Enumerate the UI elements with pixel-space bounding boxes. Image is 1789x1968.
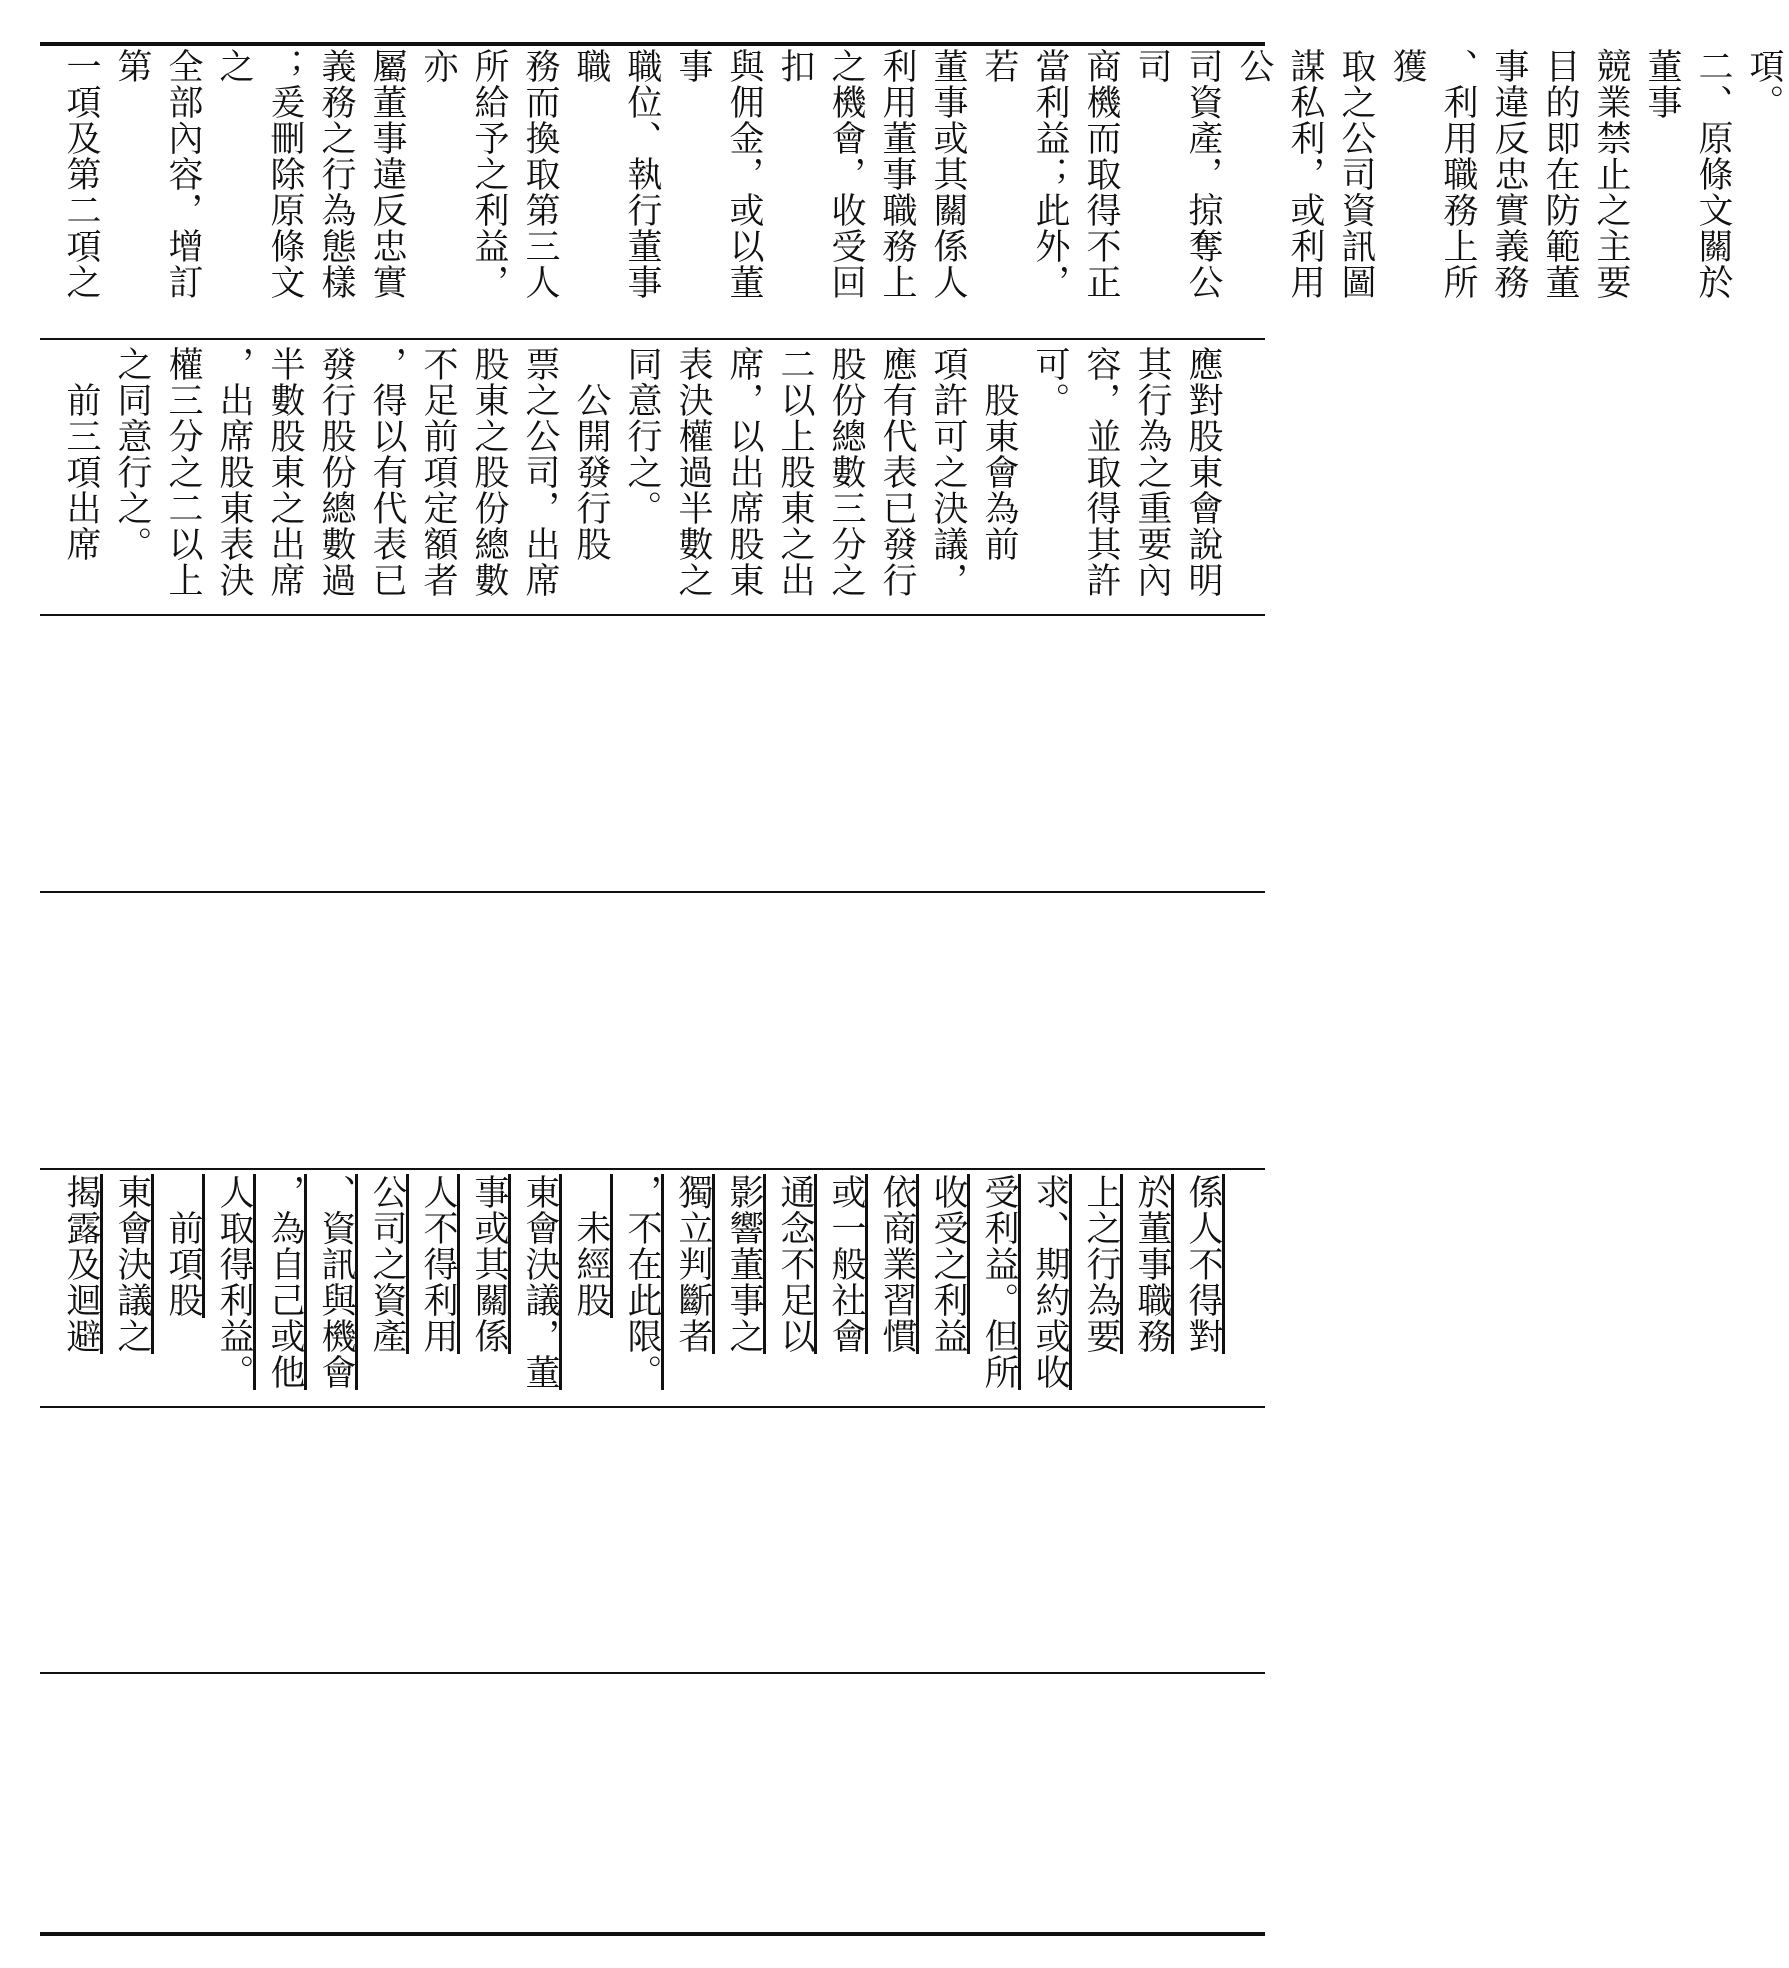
text-column: 受利益。但所 xyxy=(979,1174,1019,1390)
text-column: 發行股份總數過 xyxy=(316,346,356,598)
top-border-rule xyxy=(40,42,1265,46)
text-column: 全部內容，增訂第 xyxy=(112,48,203,300)
text-column: 事或其關係 xyxy=(469,1174,509,1354)
text-column: 其行為之重要內 xyxy=(1132,346,1172,598)
row-divider-5 xyxy=(40,1406,1265,1408)
text-column: 董事或其關係人 xyxy=(928,48,968,300)
text-column: 公開發行股 xyxy=(571,346,611,562)
text-column: 謀私利，或利用公 xyxy=(1234,48,1325,300)
text-column: 求、期約或收 xyxy=(1030,1174,1070,1390)
blank-cell-2 xyxy=(55,897,1255,1162)
text-column: 司資產，掠奪公司 xyxy=(1132,48,1223,300)
text-column: 收受之利益 xyxy=(928,1174,968,1354)
text-column: 股東會為前 xyxy=(979,346,1019,562)
blank-cell-4 xyxy=(55,1678,1255,1926)
text-column: ，不在此限。 xyxy=(622,1174,662,1390)
text-column: 可。 xyxy=(1030,346,1070,418)
text-column: 係人不得對 xyxy=(1183,1174,1223,1354)
text-column: 項許可之決議， xyxy=(928,346,968,598)
row-divider-6 xyxy=(40,1672,1265,1674)
text-column: 之機會，收受回扣 xyxy=(775,48,866,300)
text-column: 不足前項定額者 xyxy=(418,346,458,598)
text-column: 票之公司，出席 xyxy=(520,346,560,598)
current-article-text xyxy=(55,346,1228,608)
text-column: 席，以出席股東 xyxy=(724,346,764,598)
text-column: 人不得利用 xyxy=(418,1174,458,1354)
text-column: 前項股 xyxy=(163,1174,203,1318)
text-column: ；爰刪除原條文之 xyxy=(214,48,305,300)
text-column: 半數股東之出席 xyxy=(265,346,305,598)
text-column: 於董事職務 xyxy=(1132,1174,1172,1354)
text-column: 或一般社會 xyxy=(826,1174,866,1354)
text-column: 應對股東會說明 xyxy=(1183,346,1223,598)
text-column: 獨立判斷者 xyxy=(673,1174,713,1354)
text-column: 東會決議，董 xyxy=(520,1174,560,1390)
text-column: 表決權過半數之 xyxy=(673,346,713,598)
text-column: 權三分之二以上 xyxy=(163,346,203,598)
text-column: 揭露及迴避 xyxy=(61,1174,101,1354)
text-column: 項。 xyxy=(1744,48,1784,120)
text-column: ，得以有代表已 xyxy=(367,346,407,598)
text-column: 人取得利益。 xyxy=(214,1174,254,1390)
text-column: 應有代表已發行 xyxy=(877,346,917,598)
text-column: 、利用職務上所獲 xyxy=(1387,48,1478,300)
text-column: 前三項出席 xyxy=(61,346,101,562)
text-column: 影響董事之 xyxy=(724,1174,764,1354)
text-column: 當利益；此外，若 xyxy=(979,48,1070,300)
row-divider-3 xyxy=(40,891,1265,893)
text-column: 之同意行之。 xyxy=(112,346,152,562)
text-column: 務而換取第三人 xyxy=(520,48,560,300)
text-column: 同意行之。 xyxy=(622,346,662,526)
blank-cell-3 xyxy=(55,1412,1255,1666)
text-column: 一項及第二項之 xyxy=(61,48,101,300)
text-column: 公司之資產 xyxy=(367,1174,407,1354)
text-column: 未經股 xyxy=(571,1174,611,1318)
row-divider-2 xyxy=(40,614,1265,616)
text-column: 上之行為要 xyxy=(1081,1174,1121,1354)
text-column: 商機而取得不正 xyxy=(1081,48,1121,300)
text-column: 與佣金，或以董事 xyxy=(673,48,764,300)
bottom-border-rule xyxy=(40,1932,1265,1936)
text-column: 利用董事職務上 xyxy=(877,48,917,300)
text-column: 通念不足以 xyxy=(775,1174,815,1354)
text-column: 義務之行為態樣 xyxy=(316,48,356,300)
current-article-cell xyxy=(55,346,1255,608)
amendment-cell xyxy=(55,1174,1255,1400)
text-column: 東會決議之 xyxy=(112,1174,152,1354)
amendment-text xyxy=(55,1174,1228,1400)
text-column: 二、原條文關於董事 xyxy=(1642,48,1733,300)
text-column: 屬董事違反忠實 xyxy=(367,48,407,300)
row-divider-4 xyxy=(40,1168,1265,1170)
text-column: 職位、執行董事職 xyxy=(571,48,662,300)
row-divider-1 xyxy=(40,338,1265,340)
text-column: ，為自己或他 xyxy=(265,1174,305,1390)
text-column: 二以上股東之出 xyxy=(775,346,815,598)
text-column: 依商業習慣 xyxy=(877,1174,917,1354)
text-column: 容，並取得其許 xyxy=(1081,346,1121,598)
text-column: 股份總數三分之 xyxy=(826,346,866,598)
explanation-cell xyxy=(55,48,1784,332)
text-column: 、資訊與機會 xyxy=(316,1174,356,1390)
text-column: 事違反忠實義務 xyxy=(1489,48,1529,300)
text-column: 競業禁止之主要 xyxy=(1591,48,1631,300)
text-column: 股東之股份總數 xyxy=(469,346,509,598)
text-column: 取之公司資訊圖 xyxy=(1336,48,1376,300)
text-column: 目的即在防範董 xyxy=(1540,48,1580,300)
text-column: ，出席股東表決 xyxy=(214,346,254,598)
explanation-text xyxy=(55,48,1789,332)
blank-cell-1 xyxy=(55,620,1255,885)
text-column: 所給予之利益，亦 xyxy=(418,48,509,300)
